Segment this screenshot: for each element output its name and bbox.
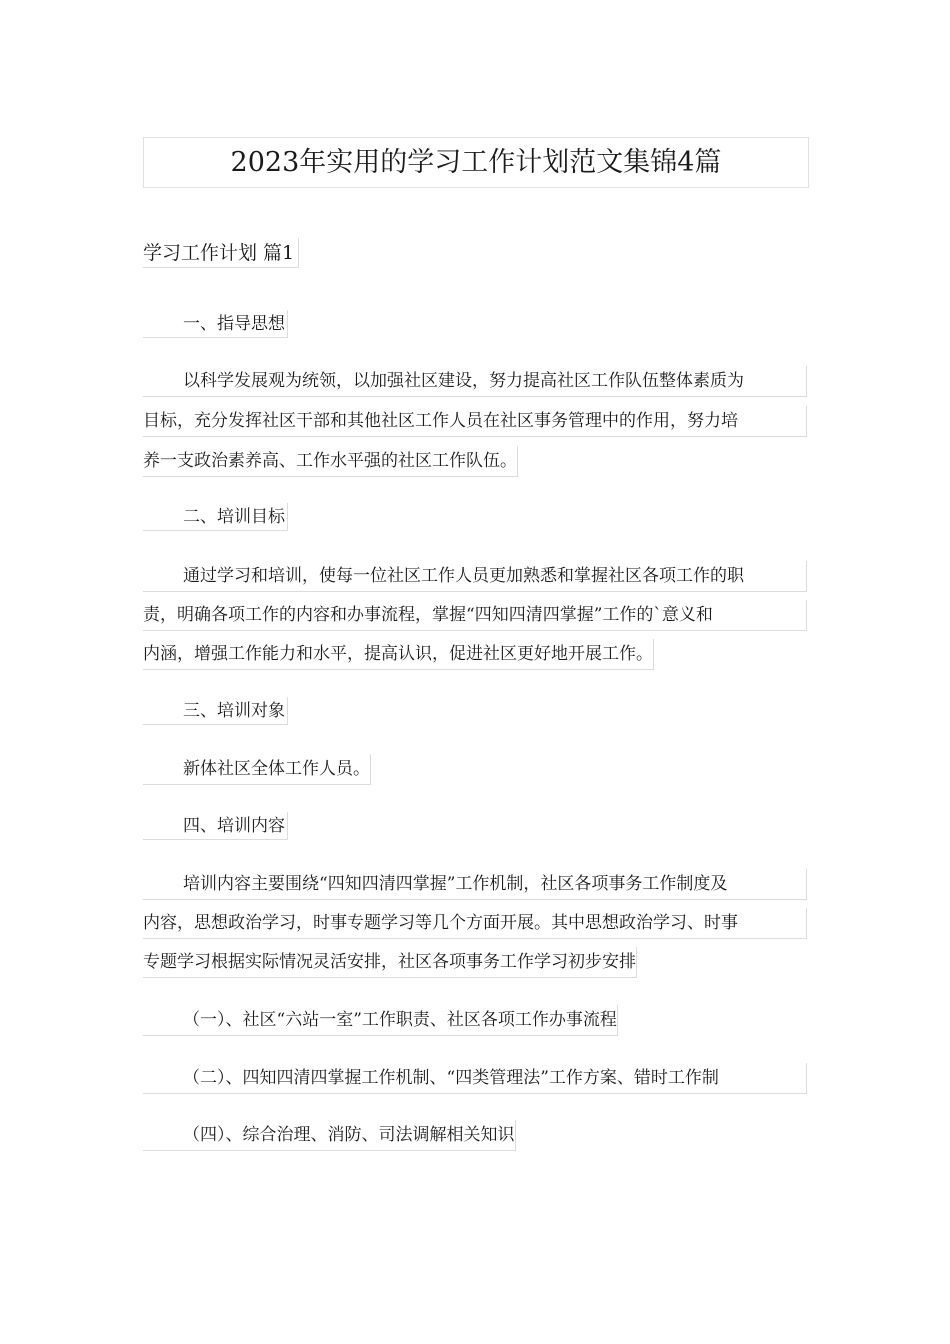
paragraph-line: 通过学习和培训，使每一位社区工作人员更加熟悉和掌握社区各项工作的职 (143, 561, 807, 592)
paragraph-line: 目标，充分发挥社区干部和其他社区工作人员在社区事务管理中的作用，努力培 (143, 406, 807, 437)
heading-guiding-ideology: 一、指导思想 (143, 310, 288, 338)
list-item: （二）、四知四清四掌握工作机制、“四类管理法”工作方案、错时工作制 (143, 1063, 807, 1094)
paragraph-line: 专题学习根据实际情况灵活安排，社区各项事务工作学习初步安排 (143, 947, 637, 978)
paragraph-line: 内涵，增强工作能力和水平，提高认识，促进社区更好地开展工作。 (143, 639, 654, 670)
heading-training-content: 四、培训内容 (143, 812, 288, 840)
paragraph-line: 养一支政治素养高、工作水平强的社区工作队伍。 (143, 446, 518, 477)
list-item: （四）、综合治理、消防、司法调解相关知识 (143, 1120, 516, 1151)
list-item: （一）、社区“六站一室”工作职责、社区各项工作办事流程 (143, 1005, 618, 1036)
heading-training-targets: 三、培训对象 (143, 697, 288, 725)
heading-training-goals: 二、培训目标 (143, 503, 288, 531)
section-subtitle: 学习工作计划 篇1 (143, 238, 299, 268)
paragraph-line: 责，明确各项工作的内容和办事流程，掌握“四知四清四掌握”工作的`意义和 (143, 600, 807, 631)
paragraph-line: 培训内容主要围绕“四知四清四掌握”工作机制，社区各项事务工作制度及 (143, 869, 807, 900)
paragraph-line: 以科学发展观为统领，以加强社区建设，努力提高社区工作队伍整体素质为 (143, 366, 807, 397)
paragraph-line: 内容，思想政治学习，时事专题学习等几个方面开展。其中思想政治学习、时事 (143, 908, 807, 939)
document-title: 2023年实用的学习工作计划范文集锦4篇 (143, 137, 809, 188)
paragraph-line: 新体社区全体工作人员。 (143, 754, 371, 785)
